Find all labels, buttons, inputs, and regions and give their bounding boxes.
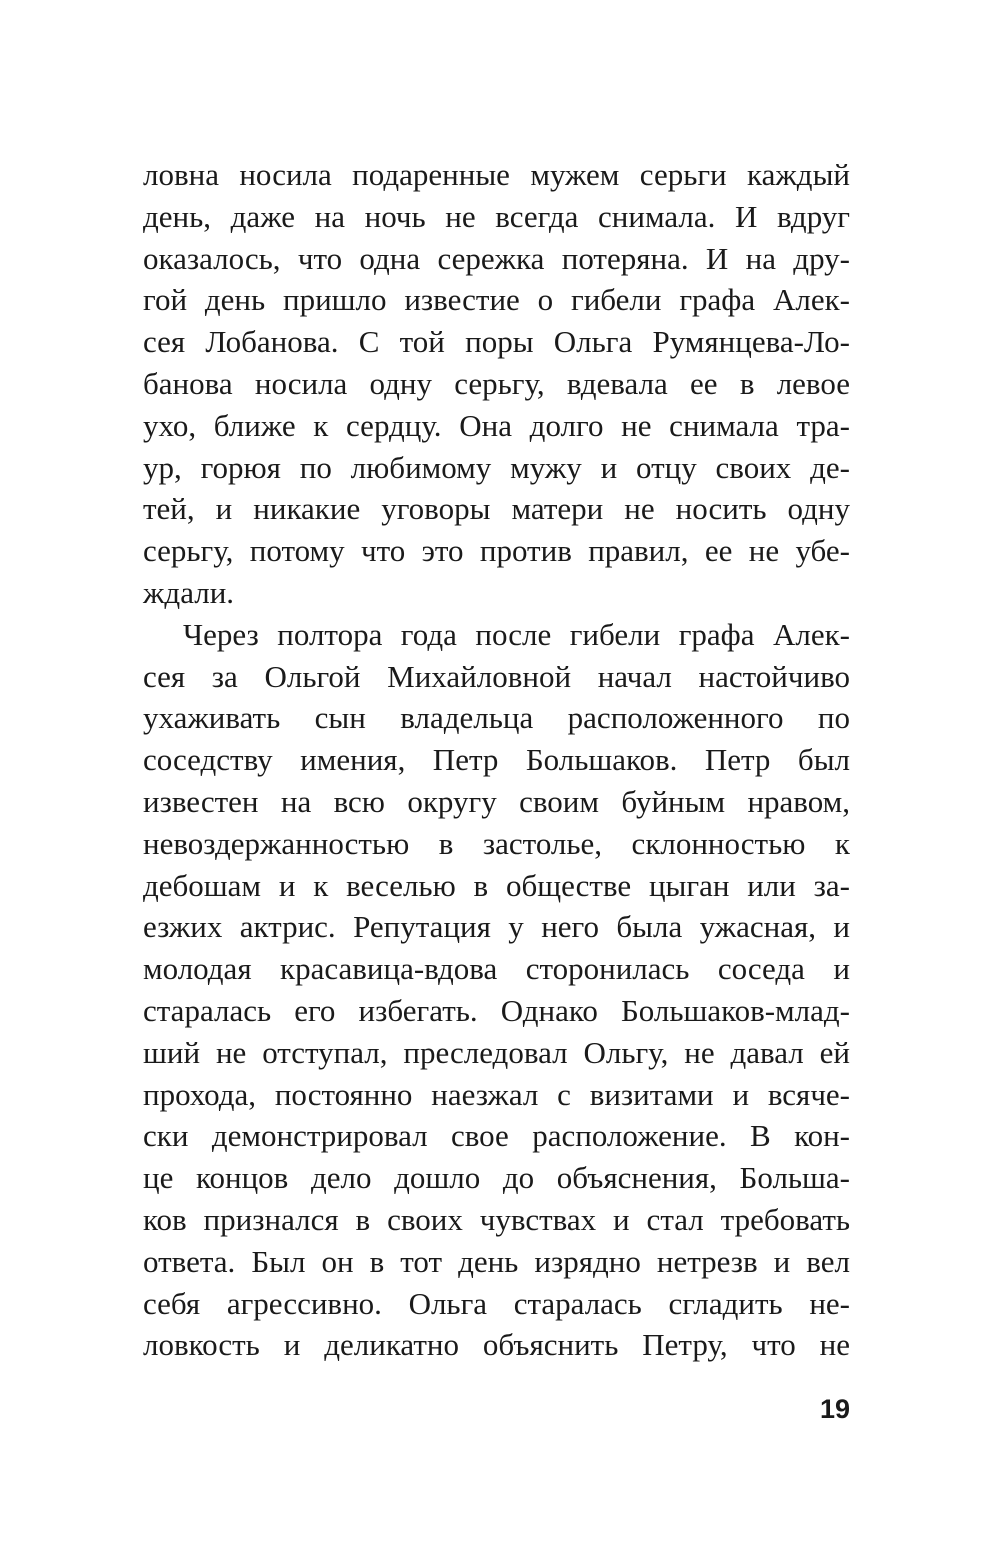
text-line: невоздержанностью в застолье, склонностью к: [143, 825, 850, 861]
text-line: день, даже на ночь не всегда снимала. И вдруг: [143, 198, 850, 234]
text-line: ухаживать сын владельца расположенного по: [143, 700, 850, 736]
text-line: тей, и никакие уговоры матери не носить одну: [143, 491, 850, 527]
text-line: известен на всю округу своим буйным нравом,: [143, 783, 850, 819]
paragraph: [143, 614, 850, 1366]
body-text: [143, 154, 850, 1366]
text-line: сея за Ольгой Михайловной начал настойчиво: [143, 658, 850, 694]
text-line: Через полтора года после гибели графа Алек-: [183, 616, 850, 652]
text-line: соседству имения, Петр Большаков. Петр был: [143, 742, 850, 778]
text-line: ответа. Был он в тот день изрядно нетрезв и вел: [143, 1243, 850, 1279]
text-line: серьгу, потому что это против правил, ее не убе-: [143, 533, 850, 569]
text-line: ждали.: [143, 574, 235, 610]
text-line: езжих актрис. Репутация у него была ужасная, и: [143, 909, 850, 945]
text-line: старалась его избегать. Однако Большаков-млад-: [143, 992, 850, 1028]
text-line: банова носила одну серьгу, вдевала ее в левое: [143, 365, 850, 401]
text-line: сея Лобанова. С той поры Ольга Румянцева-Ло-: [143, 324, 850, 360]
text-line: ший не отступал, преследовал Ольгу, не давал ей: [143, 1034, 850, 1070]
text-line: оказалось, что одна сережка потеряна. И на дру-: [143, 240, 850, 276]
text-line: молодая красавица-вдова сторонилась соседа и: [143, 951, 850, 987]
text-line: ухо, ближе к сердцу. Она долго не снимала тра-: [143, 407, 850, 443]
paragraph: [143, 154, 850, 614]
text-line: ур, горюя по любимому мужу и отцу своих де-: [143, 449, 850, 485]
text-line: прохода, постоянно наезжал с визитами и всяче-: [143, 1076, 850, 1112]
text-line: себя агрессивно. Ольга старалась сгладить не-: [143, 1285, 850, 1321]
text-line: ловкость и деликатно объяснить Петру, что не: [143, 1327, 850, 1363]
text-line: гой день пришло известие о гибели графа Алек-: [143, 282, 850, 318]
text-line: ловна носила подаренные мужем серьги каждый: [143, 157, 850, 192]
text-line: ков признался в своих чувствах и стал требовать: [143, 1201, 850, 1237]
text-line: дебошам и к веселью в обществе цыган или за-: [143, 867, 850, 903]
text-line: це концов дело дошло до объяснения, Больша-: [143, 1160, 850, 1196]
page-number: 19: [819, 1394, 850, 1424]
text-line: ски демонстрировал свое расположение. В кон-: [143, 1118, 850, 1154]
